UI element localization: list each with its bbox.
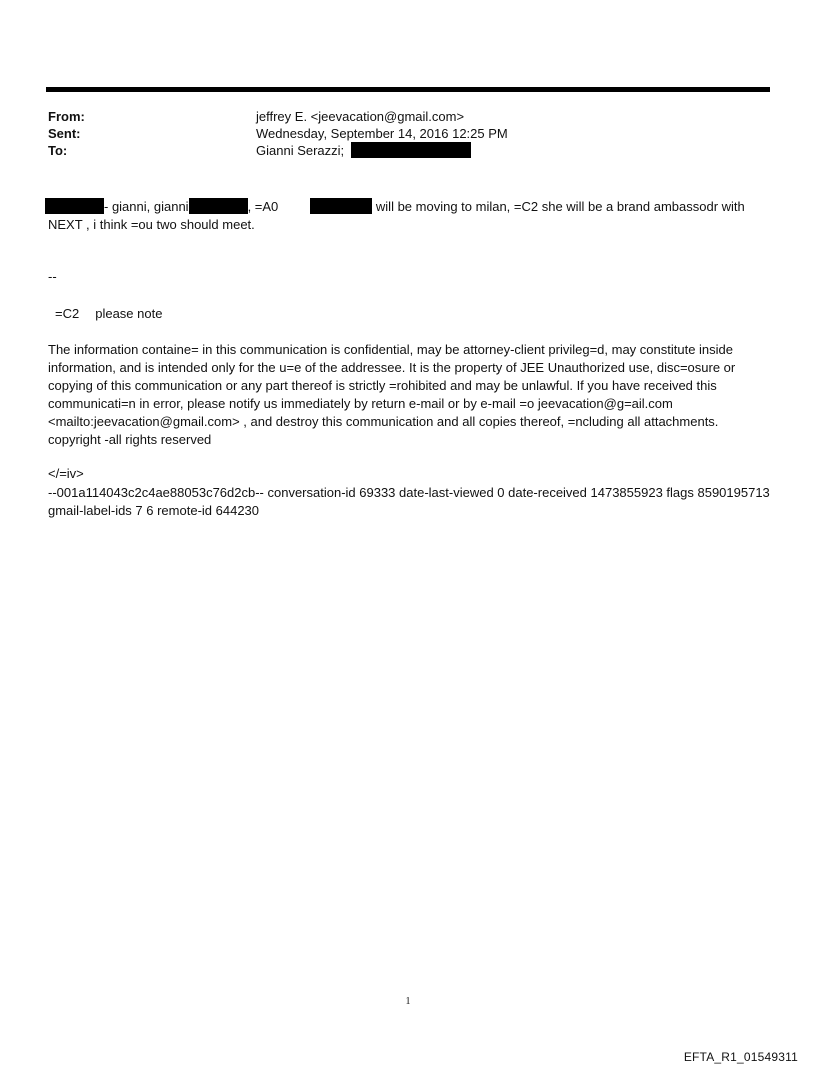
to-value: Gianni Serazzi; [256, 143, 345, 158]
note-text: please note [95, 306, 163, 321]
from-value: jeffrey E. <jeevacation@gmail.com> [256, 109, 465, 124]
to-row [48, 142, 768, 159]
sent-row [48, 125, 768, 142]
message-line-1-part-3: will be moving to milan, =C2 she will be a brand ambassodr with [375, 199, 745, 214]
message-body [48, 198, 772, 234]
message-line-2: NEXT , i think =ou two should meet. [48, 217, 255, 232]
from-row [48, 108, 768, 125]
message-line-1-part-1: - gianni, gianni [104, 199, 189, 214]
message-line-1-part-2: , =A0 [247, 199, 279, 214]
from-label: From: [48, 109, 85, 124]
bates-number: EFTA_R1_01549311 [683, 1050, 798, 1064]
sent-label: Sent: [48, 126, 81, 141]
closing-div-tag: </=iv> [48, 466, 84, 481]
confidentiality-notice: The information containe= in this communication is confidential, may be attorney-client privileg=d, may constitute inside information, and is intended only for the u=e of the addressee. It is the property of JEE Unauthorized use, disc=osure or copying of this communication or any part thereof is strictly =rohibited and may be unlawful. If you have received this communicati=n in error, please notify us immediately by return e-mail or by e-mail =o jeevacation@g=ail.com <mailto:jeevacation@gmail.com> , and destroy this communication and all copies thereof, =ncluding all attachments. copyright -all rights reserved [48, 342, 736, 447]
note-line [55, 305, 779, 323]
page-number: 1 [405, 996, 411, 1007]
message-metadata: --001a114043c2c4ae88053c76d2cb-- conversation-id 69333 date-last-viewed 0 date-received 1473855923 flags 8590195713 gmail-label-ids 7 6 remote-id 644230 [48, 485, 770, 518]
redaction-box [189, 198, 248, 214]
redaction-box [310, 198, 372, 214]
redaction-box [351, 142, 471, 158]
sent-value: Wednesday, September 14, 2016 12:25 PM [256, 126, 508, 141]
header-divider-rule [46, 87, 770, 92]
to-value-wrap [256, 142, 768, 159]
email-header [48, 108, 768, 159]
signature-separator: -- [48, 269, 57, 284]
message-line-1 [45, 198, 772, 216]
note-prefix: =C2 [55, 306, 80, 321]
to-label: To: [48, 143, 68, 158]
redaction-box [45, 198, 104, 214]
